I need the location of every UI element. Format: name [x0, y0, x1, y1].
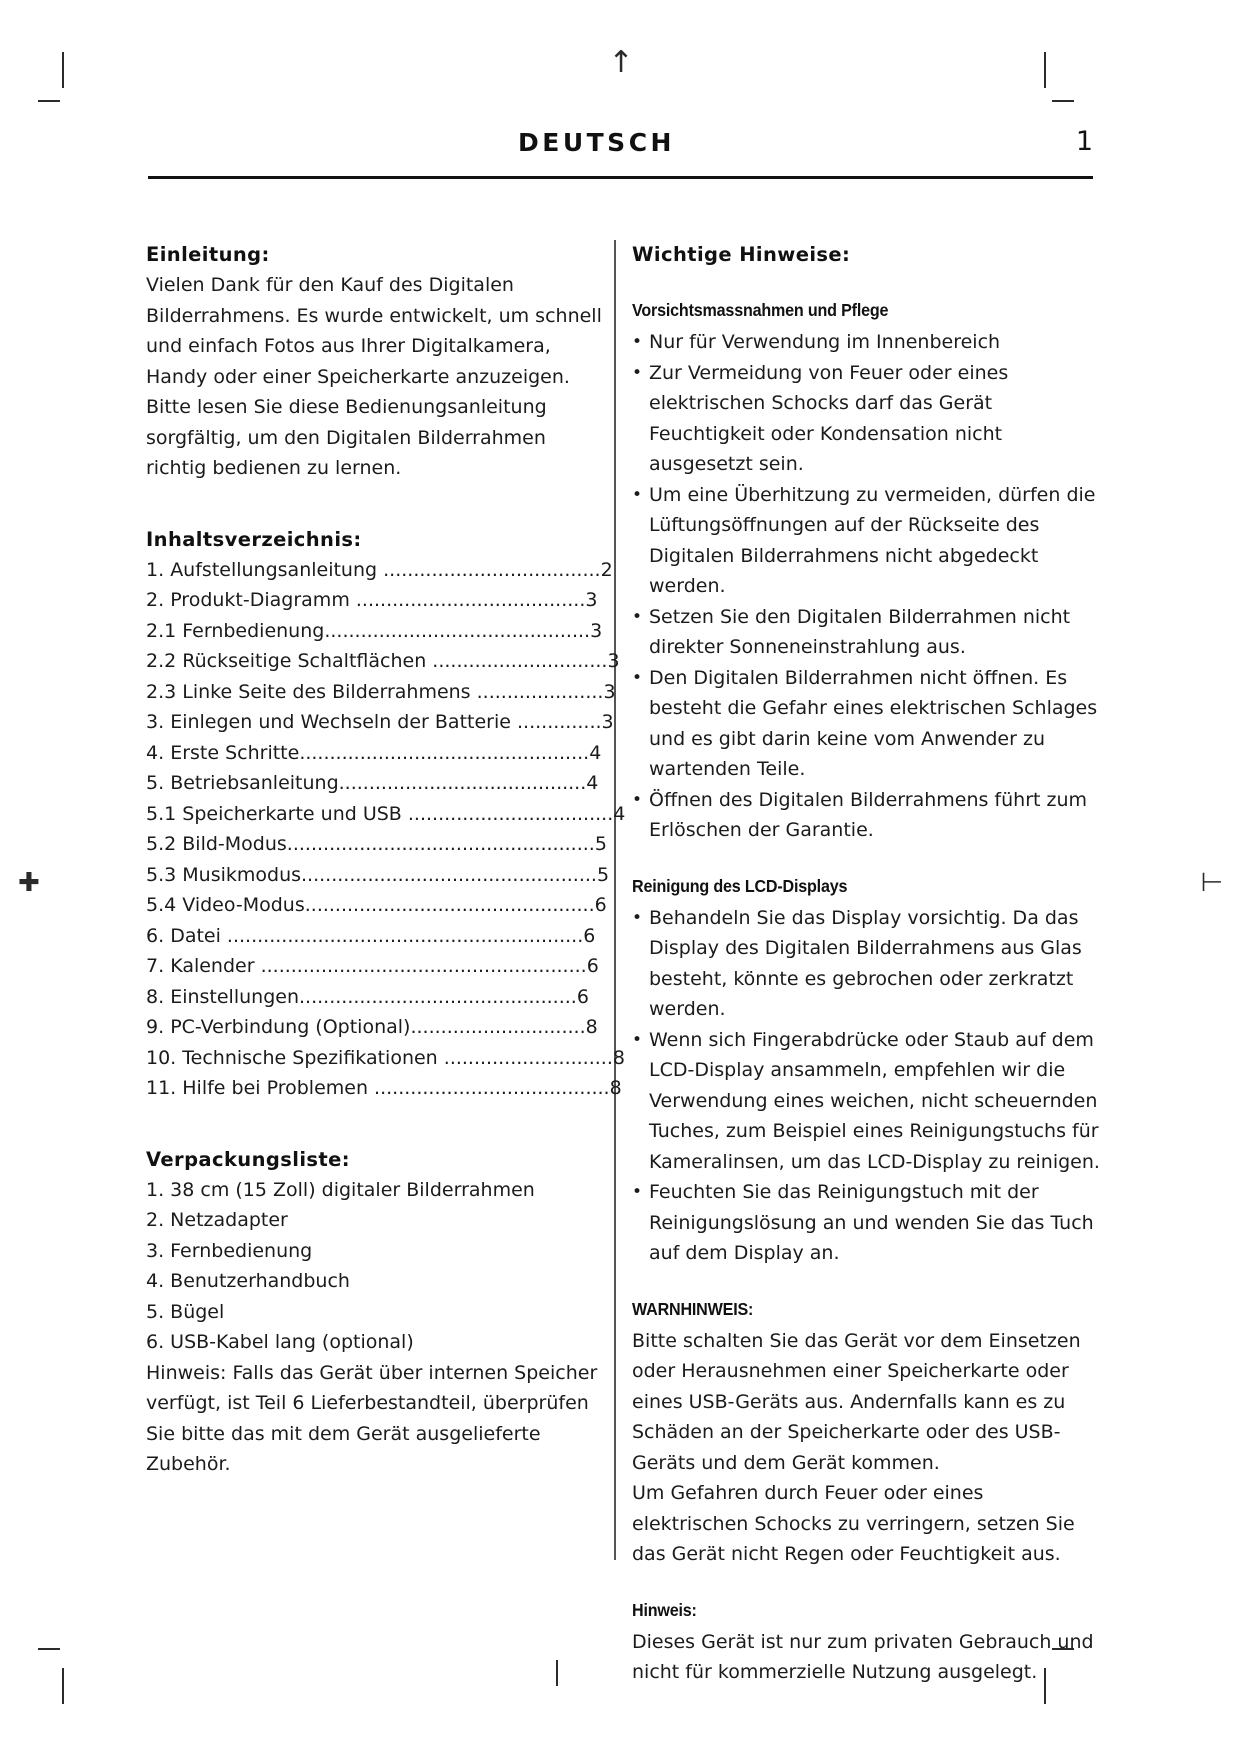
toc-entry[interactable] — [146, 555, 613, 586]
toc-entry-page: 6 — [586, 955, 599, 977]
toc-entry-number: 2.3 — [146, 680, 177, 703]
toc-entry-page: 4 — [589, 741, 602, 764]
spacer — [632, 846, 1102, 876]
toc-entry-dots: ......................................... — [338, 772, 587, 794]
toc-entry-label: Aufstellungsanleitung — [170, 558, 378, 581]
crop-mark-top-left-horizontal — [38, 100, 60, 102]
list-item: • Zur Vermeidung von Feuer oder eines elektrischen Schocks darf das Gerät Feuchtigkeit oder Kondensation nicht ausgesetzt sein. — [632, 358, 1102, 480]
left-column — [146, 243, 626, 1480]
important-notes-heading: Wichtige Hinweise: — [632, 243, 851, 266]
spacer — [632, 270, 1102, 300]
packing-list-heading: Verpackungsliste: — [146, 1147, 350, 1171]
toc-entry-number: 5. — [146, 772, 165, 794]
packing-list — [146, 1175, 606, 1358]
toc-entry[interactable] — [146, 982, 606, 1013]
intro-heading: Einleitung: — [146, 243, 270, 266]
cleaning-list — [632, 903, 1102, 1269]
toc-entry[interactable] — [146, 799, 626, 830]
list-item: 6. USB-Kabel lang (optional) — [146, 1331, 414, 1353]
list-item: • Nur für Verwendung im Innenbereich — [632, 327, 1102, 358]
list-item: 3. Fernbedienung — [146, 1239, 313, 1262]
list-item: • Wenn sich Fingerabdrücke oder Staub auf dem LCD-Display ansammeln, empfehlen wir die Verwendung eines weichen, nicht scheuernden Tuches, zum Beispiel eines Reinigungstuchs für Kameralinsen, um das LCD-Display zu reinigen. — [632, 1025, 1102, 1178]
list-item: 5. Bügel — [146, 1300, 225, 1323]
toc-entry[interactable] — [146, 768, 606, 799]
toc-entry-page: 3 — [603, 680, 616, 703]
toc-entry-dots: ............................. — [410, 1016, 586, 1038]
toc-entry-dots: ...................................... — [349, 589, 586, 611]
toc-entry[interactable] — [146, 585, 606, 616]
toc-entry-label: Video-Modus — [182, 894, 305, 916]
toc-entry-dots: ................................................ — [299, 741, 590, 764]
toc-entry[interactable] — [146, 921, 606, 952]
list-item: • Feuchten Sie das Reinigungstuch mit der Reinigungslösung an und wenden Sie das Tuch auf dem Display an. — [632, 1177, 1102, 1269]
list-item: • Um eine Überhitzung zu vermeiden, dürfen die Lüftungsöffnungen auf der Rückseite des Digitalen Bilderrahmens nicht abgedeckt werden. — [632, 480, 1102, 602]
toc-entry-number: 5.4 — [146, 894, 177, 916]
crop-mark-top-right-horizontal — [1052, 100, 1074, 102]
toc-entry[interactable] — [146, 1043, 625, 1074]
registration-mark-right: ⊢ — [1200, 868, 1223, 898]
toc-entry-dots: .................................... — [377, 558, 601, 581]
toc-entry-label: Musikmodus — [182, 863, 302, 886]
toc-entry[interactable] — [146, 738, 606, 769]
warning-paragraph-1: Bitte schalten Sie das Gerät vor dem Einsetzen oder Herausnehmen einer Speicherkarte oder eines USB-Geräts aus. Andernfalls kann es zu Schäden an der Speicherkarte oder des USB-Geräts und dem Gerät kommen. — [632, 1329, 1081, 1474]
note-heading: Hinweis: — [632, 1599, 697, 1620]
toc-entry-label: PC-Verbindung (Optional) — [170, 1016, 411, 1038]
toc-entry-label: Erste Schritte — [170, 741, 300, 764]
toc-entry-number: 9. — [146, 1016, 165, 1038]
note-paragraph: Dieses Gerät ist nur zum privaten Gebrauch und nicht für kommerzielle Nutzung ausgelegt. — [632, 1630, 1094, 1683]
toc-entry-dots: .............. — [510, 711, 602, 733]
right-column — [632, 243, 1102, 1688]
spacer — [632, 1269, 1102, 1299]
list-item: • Öffnen des Digitalen Bilderrahmens führt zum Erlöschen der Garantie. — [632, 785, 1102, 846]
page-header — [148, 128, 1093, 174]
toc-entry-dots: ................................................ — [304, 894, 595, 916]
toc-entry[interactable] — [146, 951, 606, 982]
toc-entry-number: 8. — [146, 985, 165, 1008]
toc-entry-number: 5.3 — [146, 863, 177, 886]
toc-entry-page: 3 — [601, 711, 614, 733]
toc-entry-number: 4. — [146, 741, 165, 764]
toc-entry[interactable] — [146, 1073, 622, 1104]
toc-entry-dots: ............................................ — [324, 619, 591, 642]
intro-paragraph: Vielen Dank für den Kauf des Digitalen Bilderrahmens. Es wurde entwickelt, um schnell und einfach Fotos aus Ihrer Digitalkamera, Handy oder einer Speicherkarte anzuzeigen. Bitte lesen Sie diese Bedienungsanleitung sorgfältig, um den Digitalen Bilderrahmen richtig bedienen zu lernen. — [146, 274, 602, 479]
toc-entry-number: 1. — [146, 558, 165, 581]
toc-entry-label: Linke Seite des Bilderrahmens — [182, 680, 471, 703]
toc-entry-label: Hilfe bei Problemen — [182, 1077, 369, 1099]
toc-entry[interactable] — [146, 860, 610, 891]
toc-entry-page: 6 — [594, 894, 607, 916]
toc-entry-label: Bild-Modus — [182, 833, 287, 855]
crop-mark-top-right-vertical — [1044, 52, 1046, 88]
toc-entry-dots: ........................................................... — [220, 924, 584, 947]
toc-entry-dots: ............................. — [426, 650, 608, 672]
toc-entry-dots: ................................................... — [286, 833, 595, 855]
toc-entry-dots: ....................................... — [368, 1077, 610, 1099]
toc-entry[interactable] — [146, 707, 614, 738]
column-divider — [614, 240, 616, 1560]
toc-entry[interactable] — [146, 616, 606, 647]
toc-entry-dots: .............................................. — [299, 985, 577, 1008]
spacer — [632, 1570, 1102, 1600]
packing-list-note: Hinweis: Falls das Gerät über internen Speicher verfügt, ist Teil 6 Lieferbestandteil, überprüfen Sie bitte das mit dem Gerät ausgelieferte Zubehör. — [146, 1361, 598, 1475]
toc-entry-dots: ...................................................... — [254, 955, 587, 977]
toc-heading: Inhaltsverzeichnis: — [146, 527, 362, 551]
page-title: DEUTSCH — [518, 128, 675, 157]
toc-entry-page: 8 — [609, 1077, 622, 1099]
toc-entry-label: Kalender — [170, 955, 255, 977]
toc-entry-number: 2.2 — [146, 650, 177, 672]
toc-entry-label: Betriebsanleitung — [170, 772, 339, 794]
registration-mark-bottom-center — [556, 1660, 558, 1686]
toc-entry[interactable] — [146, 890, 606, 921]
toc-entry-number: 5.2 — [146, 833, 177, 855]
page-number: 1 — [1075, 126, 1093, 157]
toc-entry-dots: ............................ — [437, 1046, 613, 1069]
toc-entry-label: Speicherkarte und USB — [182, 802, 402, 825]
cleaning-heading: Reinigung des LCD-Displays — [632, 875, 848, 896]
toc-entry-number: 6. — [146, 924, 165, 947]
toc-entry-number: 10. — [146, 1046, 177, 1069]
precautions-list — [632, 327, 1102, 846]
toc-entry-page: 8 — [585, 1016, 598, 1038]
toc-entry-page: 3 — [585, 589, 598, 611]
toc-entry-dots: .................................. — [401, 802, 614, 825]
toc-entry-page: 8 — [612, 1046, 625, 1069]
toc-entry-label: Produkt-Diagramm — [170, 589, 350, 611]
toc-entry-label: Einstellungen — [170, 985, 299, 1008]
list-item: • Den Digitalen Bilderrahmen nicht öffnen. Es besteht die Gefahr eines elektrischen Schlages und es gibt darin keine vom Anwender zu wartenden Teile. — [632, 663, 1102, 785]
warning-paragraph-2: Um Gefahren durch Feuer oder eines elektrischen Schocks zu verringern, setzen Sie das Gerät nicht Regen oder Feuchtigkeit aus. — [632, 1482, 1075, 1565]
toc-entry-label: Rückseitige Schaltflächen — [182, 650, 427, 672]
toc-entry-dots: ................................................. — [301, 863, 597, 886]
list-item: • Setzen Sie den Digitalen Bilderrahmen nicht direkter Sonneneinstrahlung aus. — [632, 602, 1102, 663]
crop-mark-bottom-left-horizontal — [38, 1648, 60, 1650]
crop-mark-bottom-left-vertical — [62, 1668, 64, 1704]
toc-entry-number: 3. — [146, 711, 165, 733]
toc-entry-page: 5 — [594, 833, 607, 855]
toc-entry-page: 3 — [590, 619, 603, 642]
toc-entry[interactable] — [146, 829, 606, 860]
list-item: 1. 38 cm (15 Zoll) digitaler Bilderrahmen — [146, 1178, 535, 1201]
toc-entry-number: 2.1 — [146, 619, 177, 642]
list-item: • Behandeln Sie das Display vorsichtig. Da das Display des Digitalen Bilderrahmens aus Glas besteht, könnte es gebrochen oder zerkratzt werden. — [632, 903, 1102, 1025]
toc-entry[interactable] — [146, 646, 620, 677]
precautions-heading: Vorsichtsmassnahmen und Pflege — [632, 300, 889, 320]
table-of-contents — [146, 555, 626, 1104]
header-divider — [148, 176, 1093, 179]
registration-mark-left: ✚ — [18, 868, 40, 898]
warning-heading: WARNHINWEIS: — [632, 1298, 754, 1319]
toc-entry-number: 5.1 — [146, 802, 177, 825]
crop-mark-top-left-vertical — [62, 52, 64, 88]
toc-entry-label: Fernbedienung — [182, 619, 325, 642]
list-item: 4. Benutzerhandbuch — [146, 1270, 350, 1292]
spacer — [146, 484, 606, 528]
toc-entry[interactable] — [146, 1012, 606, 1043]
toc-entry-label: Datei — [170, 924, 221, 947]
toc-entry-page: 6 — [576, 985, 589, 1008]
toc-entry-page: 3 — [607, 650, 620, 672]
toc-entry-number: 7. — [146, 955, 165, 977]
toc-entry-page: 4 — [613, 802, 626, 825]
toc-entry-number: 2. — [146, 589, 165, 611]
registration-mark-top-center: ↑ — [608, 45, 634, 80]
toc-entry-page: 6 — [583, 924, 596, 947]
toc-entry-number: 11. — [146, 1077, 177, 1099]
toc-entry[interactable] — [146, 677, 616, 708]
toc-entry-page: 5 — [596, 863, 610, 886]
toc-entry-page: 4 — [586, 772, 599, 794]
list-item: 2. Netzadapter — [146, 1209, 288, 1231]
spacer — [146, 1104, 606, 1148]
toc-entry-page: 2 — [600, 558, 613, 581]
toc-entry-label: Einlegen und Wechseln der Batterie — [170, 711, 511, 733]
toc-entry-dots: ..................... — [470, 680, 604, 703]
toc-entry-label: Technische Spezifikationen — [182, 1046, 438, 1069]
